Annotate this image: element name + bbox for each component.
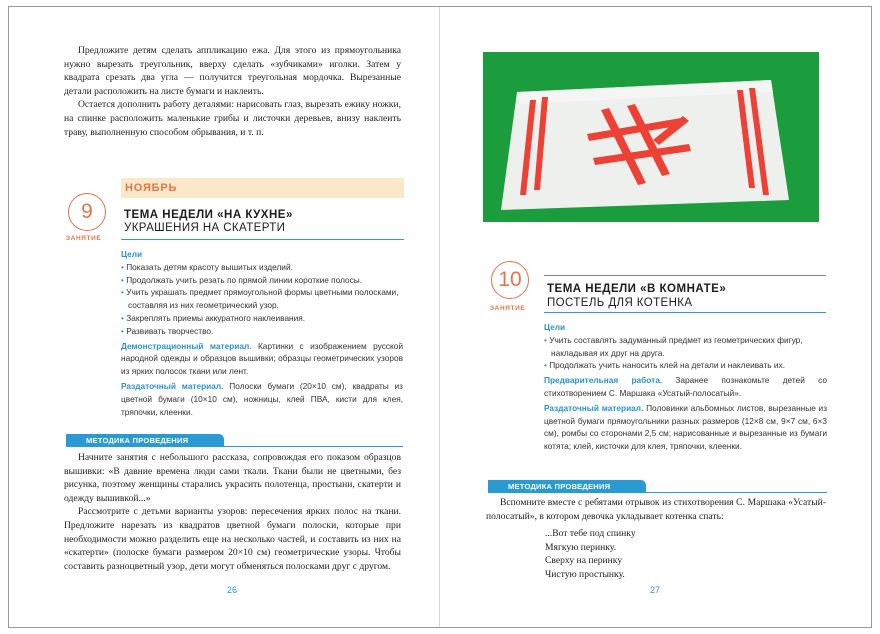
goal-item: • Развивать творчество. [121, 325, 214, 336]
method-paragraph: Начните занятия с небольшого рассказа, сопровождая его показом образцов вышивки: «В давние времена люди сами ткали. Ткани были не цветными, без рисунка, поэтому женщины старались украсить полотенца, простыни, скатерти и одежду вышивкой...» [64, 452, 401, 504]
lesson-label: ЗАНЯТИЕ [490, 305, 526, 312]
method-line [66, 446, 403, 447]
theme-rule [121, 239, 404, 240]
goals-list [121, 261, 403, 338]
prework: Предварительная работа. Заранее познакомьте детей со стихотворением С. Маршака «Усатый-полосатый». [544, 375, 827, 398]
goal-item: • Продолжать учить резать по прямой линии короткие полосы. [121, 274, 363, 285]
intro-paragraph: Остается дополнить работу деталями: нарисовать глаз, вырезать ежику ножки, на спинке расположить маленькие грибы и листочки деревьев, внизу наклеить траву, выполненную способом обрывания, и т. п. [64, 99, 401, 138]
goal-item: • Учить украшать предмет прямоугольной формы цветными полосками, составляя из них геометрический узор. [121, 287, 399, 311]
goal-item: • Показать детям красоту вышитых изделий. [121, 261, 293, 272]
method-line [488, 492, 827, 493]
lesson-details [544, 321, 827, 453]
method-paragraph: Вспомните вместе с ребятами отрывок из стихотворения С. Маршака «Усатый-полосатый», в котором девочка укладывает котенка спать: [486, 497, 826, 522]
goals-list [544, 334, 827, 372]
handout-material: Раздаточный материал. Полоски бумаги (20×10 см), квадраты из цветной бумаги (10×10 см), ножницы, клей ПВА, кисти для клея, тряпочки, клеенки. [121, 380, 403, 417]
intro-paragraph: Предложите детям сделать аппликацию ежа. Для этого из прямоугольника нужно вырезать треугольник, вверху сделать «зубчиками» иголки. Затем у квадрата срезать два угла — получится треугольная мордочка. Вырезанные детали расположить на листе бумаги и наклеить. [64, 45, 401, 97]
month-label: НОЯБРЬ [125, 182, 178, 194]
lesson-number-badge: 10 [491, 261, 529, 299]
method-text [486, 496, 826, 523]
tablecloth-photo [483, 52, 819, 222]
page-number: 27 [650, 585, 661, 595]
theme-title: ТЕМА НЕДЕЛИ «НА КУХНЕ» [124, 209, 293, 221]
theme-rule [544, 312, 826, 313]
poem-line: ...Вот тебе под спинку [545, 528, 636, 539]
goals-heading: Цели [544, 322, 566, 332]
goal-item: • Продолжать учить наносить клей на детали и наклеивать их. [544, 360, 786, 371]
right-page [440, 7, 870, 627]
goal-item: • Закреплять приемы аккуратного наклеивания. [121, 312, 306, 323]
tablecloth-illustration [483, 52, 819, 222]
theme-top-rule [544, 275, 826, 276]
poem [545, 527, 765, 581]
lesson-label: ЗАНЯТИЕ [66, 235, 102, 242]
book-spread [8, 6, 872, 628]
month-band [121, 178, 404, 198]
poem-line: Чистую простынку. [545, 568, 625, 580]
intro-text [64, 44, 401, 139]
demo-material: Демонстрационный материал. Картинки с изображением русской народной одежды и образцов вышивки; образцы геометрических узоров из ярких полосок ткани или лент. [121, 340, 404, 377]
method-text [64, 451, 401, 573]
method-header: МЕТОДИКА ПРОВЕДЕНИЯ [66, 434, 224, 447]
handout-material: Раздаточный материал. Половинки альбомных листов, вырезанные из цветной бумаги прямоугольники разных размеров (12×8 см, 9×7 см, 6×3 см), ромбы со сторонами 2,5 см; нарисованные и вырезанные из бумаги котята; клей, кисточки для клея, тряпочки, клеенки. [544, 402, 827, 452]
lesson-number-badge: 9 [68, 193, 106, 231]
theme-title: ТЕМА НЕДЕЛИ «В КОМНАТЕ» [547, 283, 727, 295]
method-paragraph: Рассмотрите с детьми варианты узоров: пересечения ярких полос на ткани. Предложите нарезать из квадратов цветной бумаги полоски, которые при необходимости можно разделить еще на несколько частей, и составить из них на «скатерти» (полоске бумаги размером 20×10 см) геометрические узоры. Чтобы составить разноцветный узор, дети могут обменяться полосками друг с другом. [64, 506, 401, 572]
goal-item: • Учить составлять задуманный предмет из геометрических фигур, накладывая их друг на друга. [544, 334, 803, 358]
page-number: 26 [227, 585, 238, 595]
poem-line: Сверху на перинку [545, 555, 623, 567]
poem-line: Мягкую перинку. [545, 541, 616, 553]
theme-subtitle: УКРАШЕНИЯ НА СКАТЕРТИ [124, 222, 286, 234]
left-page [9, 7, 439, 627]
goals-heading: Цели [121, 249, 143, 259]
theme-subtitle: ПОСТЕЛЬ ДЛЯ КОТЕНКА [547, 297, 693, 309]
method-header: МЕТОДИКА ПРОВЕДЕНИЯ [488, 480, 646, 493]
lesson-details [121, 248, 403, 418]
